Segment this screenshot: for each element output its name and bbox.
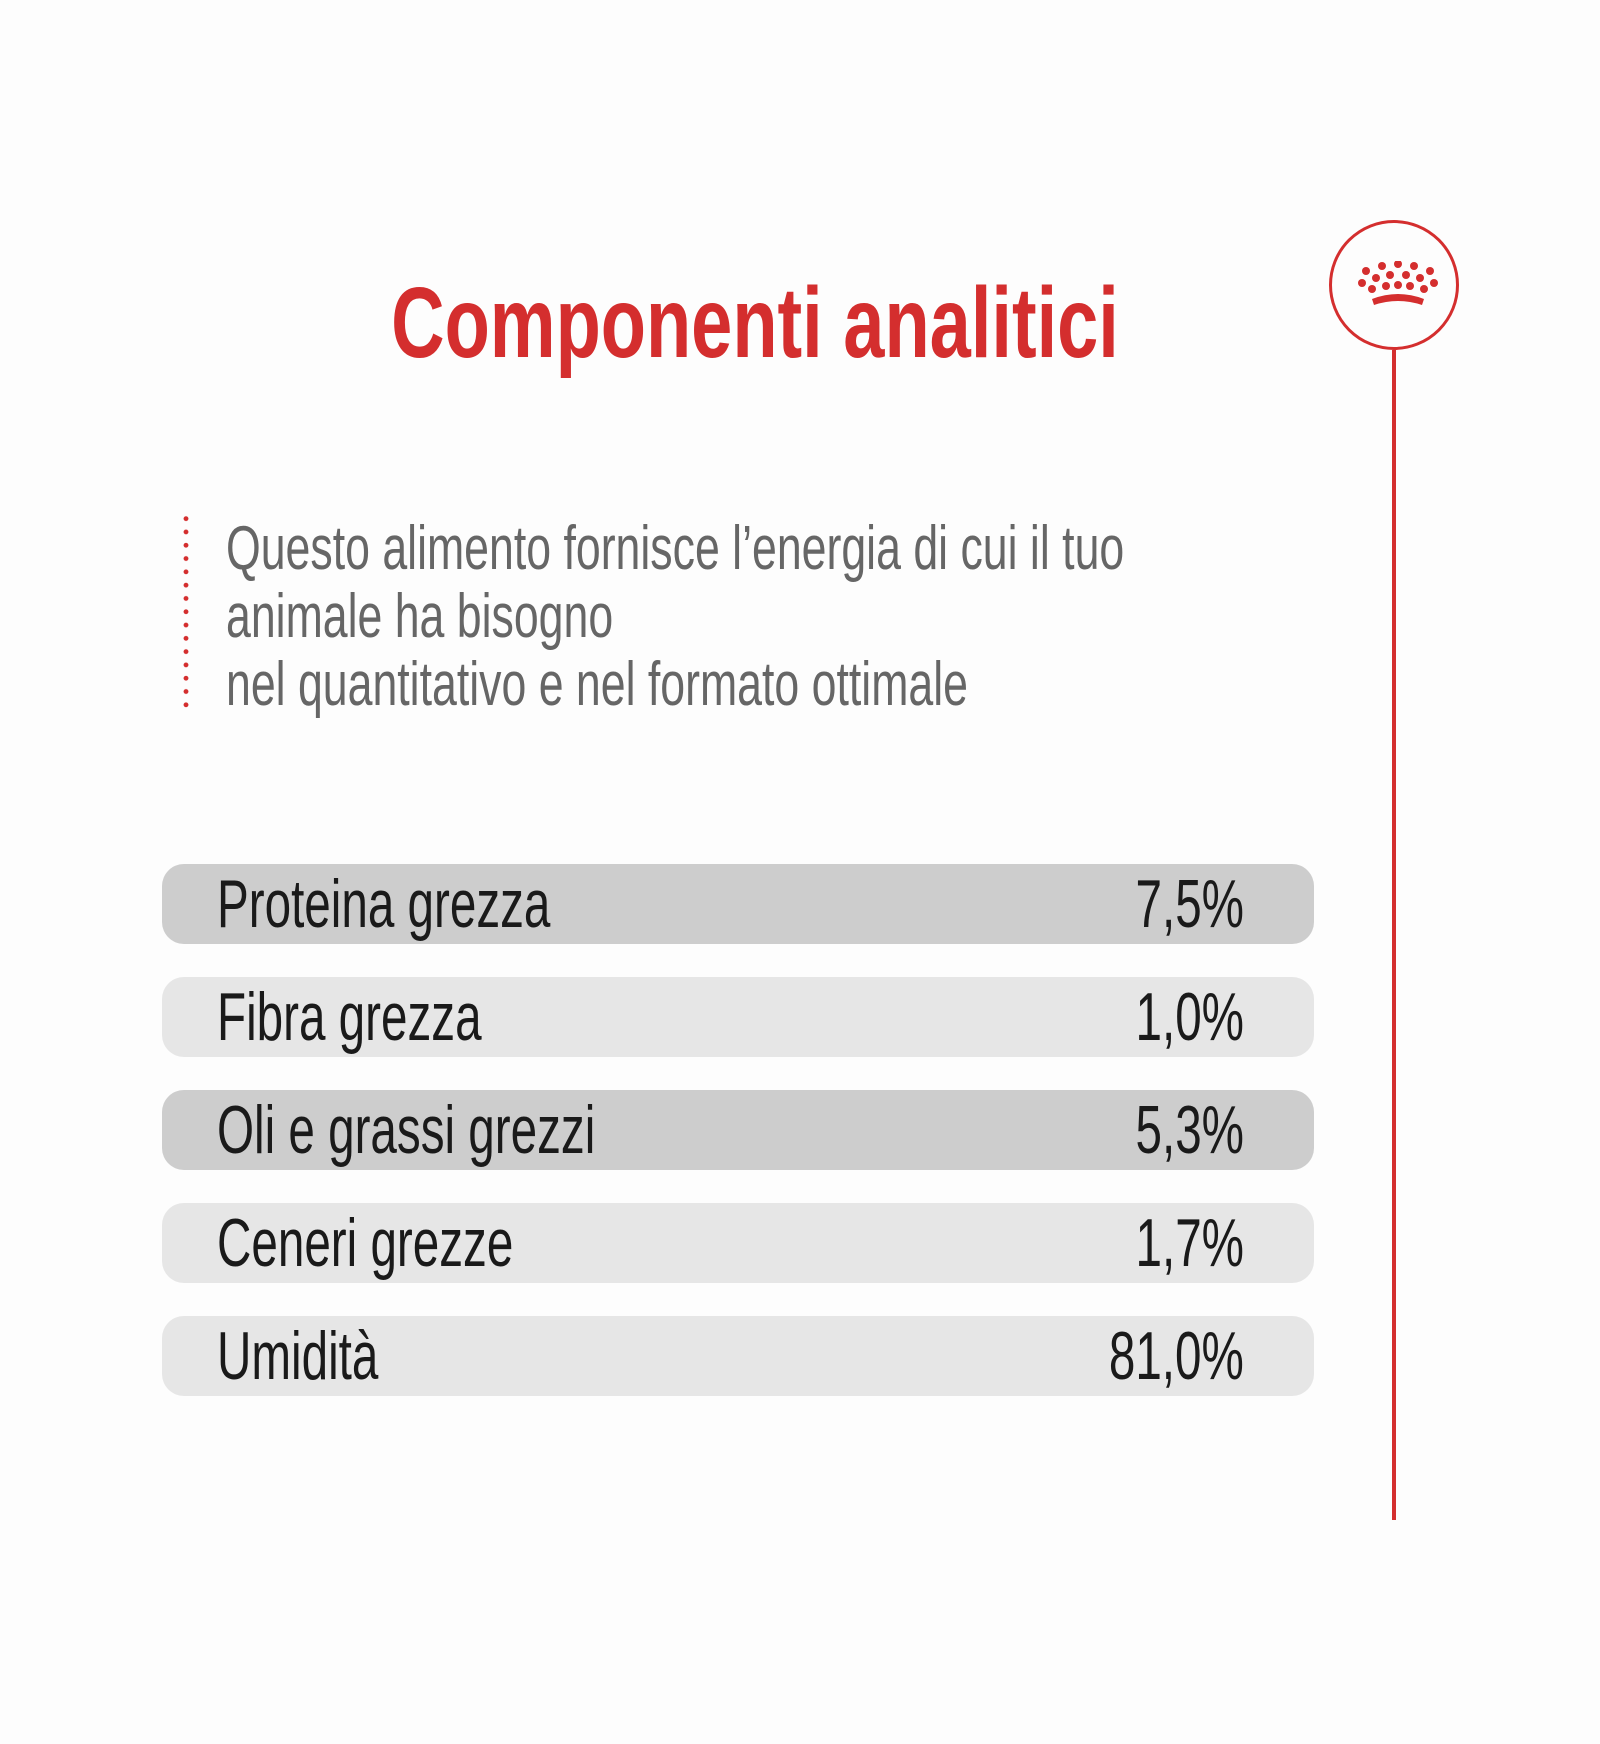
component-label: Fibra grezza bbox=[217, 979, 482, 1055]
component-row bbox=[162, 1203, 1314, 1283]
component-row bbox=[162, 1090, 1314, 1170]
intro-text bbox=[226, 515, 1162, 719]
component-value: 1,0% bbox=[1135, 979, 1244, 1055]
component-value: 5,3% bbox=[1135, 1092, 1244, 1168]
component-value: 7,5% bbox=[1135, 866, 1244, 942]
crown-icon bbox=[1356, 261, 1440, 311]
component-value: 81,0% bbox=[1109, 1318, 1244, 1394]
component-label: Proteina grezza bbox=[217, 866, 551, 942]
component-row bbox=[162, 864, 1314, 944]
timeline-line bbox=[1392, 350, 1396, 1520]
intro-line: animale ha bisogno bbox=[226, 582, 614, 651]
intro-line: nel quantitativo e nel formato ottimale bbox=[226, 650, 968, 719]
components-table bbox=[162, 864, 1314, 1429]
component-label: Umidità bbox=[217, 1318, 379, 1394]
component-row bbox=[162, 1316, 1314, 1396]
component-label: Ceneri grezze bbox=[217, 1205, 514, 1281]
component-label: Oli e grassi grezzi bbox=[217, 1092, 596, 1168]
brand-logo bbox=[1329, 220, 1459, 350]
dotted-divider bbox=[183, 512, 189, 712]
intro-line: Questo alimento fornisce l’energia di cui il tuo bbox=[226, 514, 1125, 583]
component-value: 1,7% bbox=[1135, 1205, 1244, 1281]
page-title: Componenti analitici bbox=[391, 267, 1119, 379]
component-row bbox=[162, 977, 1314, 1057]
